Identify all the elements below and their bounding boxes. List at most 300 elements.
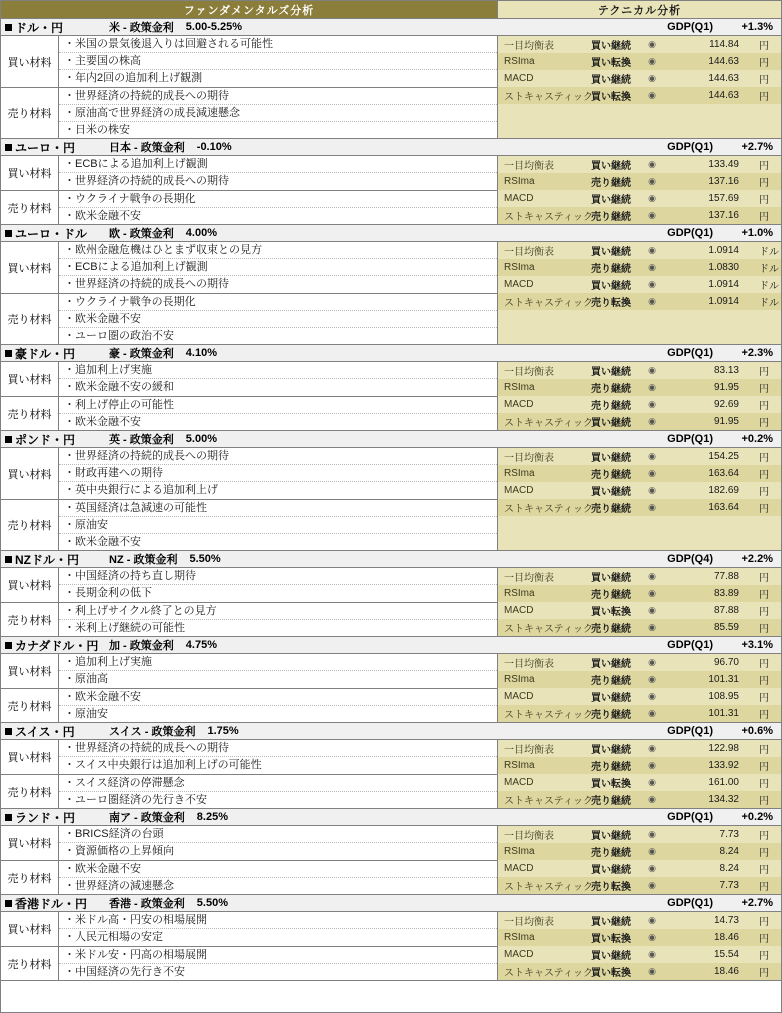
sell-bullet-list (59, 294, 497, 344)
pair-body (1, 654, 781, 722)
indicator-unit: 円 (759, 624, 769, 635)
technical-column (498, 740, 781, 808)
eye-icon[interactable]: ◉ (648, 56, 656, 66)
indicator-price: 144.63 (708, 56, 739, 67)
buy-bullet-list (59, 36, 497, 87)
pair-title-row[interactable] (1, 19, 781, 36)
eye-icon[interactable]: ◉ (648, 193, 656, 203)
pair-name-label: ポンド・円 (15, 432, 76, 447)
policy-rate-value: 5.50% (189, 553, 221, 565)
indicator-signal: 売り継続 (591, 212, 631, 223)
pair-name[interactable] (1, 723, 109, 740)
pair-title-row[interactable] (1, 431, 781, 448)
list-item: ・欧米金融不安 (64, 416, 141, 428)
eye-icon[interactable]: ◉ (648, 880, 656, 890)
indicator-signal: 買い継続 (591, 917, 631, 928)
list-item: ・年内2回の追加利上げ観測 (64, 72, 203, 84)
indicator-name: RSIma (504, 56, 535, 67)
eye-icon[interactable]: ◉ (648, 73, 656, 83)
policy-rate-value: -0.10% (196, 141, 232, 153)
list-item: ・ユーロ圏経済の先行き不安 (64, 794, 207, 806)
pair-name[interactable] (1, 139, 109, 156)
buy-factors-group (1, 362, 497, 396)
indicator-unit: 円 (759, 453, 769, 464)
table-row[interactable] (498, 688, 781, 705)
header-fundamental: ファンダメンタルズ分析 (1, 1, 498, 18)
gdp-label: GDP(Q1) (667, 725, 713, 737)
eye-icon[interactable]: ◉ (648, 416, 656, 426)
eye-icon[interactable]: ◉ (648, 451, 656, 461)
gdp-value: +2.2% (741, 553, 773, 565)
eye-icon[interactable]: ◉ (648, 279, 656, 289)
indicator-unit: 円 (759, 401, 769, 412)
indicator-name: MACD (504, 863, 534, 874)
indicator-price: 133.92 (708, 760, 739, 771)
pair-name-label: 豪ドル・円 (15, 346, 76, 361)
pair-body (1, 912, 781, 980)
indicator-name: MACD (504, 777, 534, 788)
eye-icon[interactable]: ◉ (648, 674, 656, 684)
indicator-signal: 買い継続 (591, 281, 631, 292)
buy-bullet-list (59, 448, 497, 499)
list-item: ・利上げ停止の可能性 (59, 397, 497, 414)
buy-bullet-list (59, 156, 497, 190)
indicator-name: 一目均衡表 (504, 161, 554, 172)
table-row[interactable] (498, 156, 781, 173)
pair-block (1, 19, 781, 139)
list-item: ・英国経済は急減速の可能性 (59, 500, 497, 517)
indicator-signal: 売り継続 (591, 264, 631, 275)
eye-icon[interactable]: ◉ (648, 846, 656, 856)
eye-icon[interactable]: ◉ (648, 949, 656, 959)
gdp-value: +0.2% (741, 811, 773, 823)
fundamental-column (1, 156, 498, 224)
pair-name[interactable] (1, 19, 109, 36)
policy-rate-label: 香港 - 政策金利 (109, 898, 185, 910)
pair-title-row[interactable] (1, 345, 781, 362)
indicator-signal: 買い転換 (591, 968, 631, 979)
sell-factors-group (1, 602, 497, 636)
indicator-price: 83.89 (713, 588, 739, 599)
indicator-signal: 売り継続 (591, 384, 631, 395)
table-row[interactable] (498, 963, 781, 980)
indicator-signal: 売り継続 (591, 710, 631, 721)
pair-name-label: ランド・円 (15, 810, 76, 825)
list-item: ・中国経済の先行き不安 (64, 966, 185, 978)
eye-icon[interactable]: ◉ (648, 296, 656, 306)
sell-label: 売り材料 (1, 603, 59, 636)
technical-column (498, 568, 781, 636)
gdp-value: +1.3% (741, 21, 773, 33)
bullet-square-icon (5, 24, 12, 31)
indicator-unit: 円 (759, 762, 769, 773)
gdp-value: +2.3% (741, 347, 773, 359)
policy-rate-label: 米 - 政策金利 (109, 22, 174, 34)
indicator-name: RSIma (504, 468, 535, 479)
sell-label: 売り材料 (1, 397, 59, 430)
indicator-price: 1.0914 (708, 279, 739, 290)
table-row[interactable] (498, 448, 781, 465)
pair-title-row[interactable] (1, 551, 781, 568)
indicator-signal: 買い継続 (591, 195, 631, 206)
table-row[interactable] (498, 671, 781, 688)
buy-bullet-list (59, 740, 497, 774)
list-item: ・ユーロ圏の政治不安 (64, 330, 174, 342)
sell-label: 売り材料 (1, 947, 59, 980)
pair-block (1, 723, 781, 809)
indicator-unit: 円 (759, 178, 769, 189)
pair-title-row[interactable] (1, 139, 781, 156)
indicator-unit: 円 (759, 195, 769, 206)
bullet-square-icon (5, 900, 12, 907)
buy-factors-group (1, 36, 497, 87)
table-row[interactable] (498, 843, 781, 860)
indicator-unit: 円 (759, 504, 769, 515)
indicator-name: MACD (504, 73, 534, 84)
table-row[interactable] (498, 619, 781, 636)
pair-block (1, 809, 781, 895)
gdp-label: GDP(Q1) (667, 811, 713, 823)
table-row[interactable] (498, 499, 781, 516)
table-row[interactable] (498, 946, 781, 963)
technical-column (498, 36, 781, 138)
indicator-name: RSIma (504, 176, 535, 187)
list-item: ・英中央銀行による追加利上げ (64, 484, 218, 496)
pairs-container (1, 19, 781, 981)
indicator-signal: 買い継続 (591, 573, 631, 584)
table-row[interactable] (498, 791, 781, 808)
indicator-name: RSIma (504, 588, 535, 599)
eye-icon[interactable]: ◉ (648, 829, 656, 839)
policy-rate-label: スイス - 政策金利 (109, 726, 196, 738)
table-row[interactable] (498, 705, 781, 722)
sell-factors-group (1, 499, 497, 550)
table-row[interactable] (498, 293, 781, 310)
indicator-price: 83.13 (713, 365, 739, 376)
eye-icon[interactable]: ◉ (648, 399, 656, 409)
indicator-unit: 円 (759, 865, 769, 876)
technical-column (498, 654, 781, 722)
table-row[interactable] (498, 860, 781, 877)
eye-icon[interactable]: ◉ (648, 605, 656, 615)
pair-title-row[interactable] (1, 225, 781, 242)
list-item: ・原油高で世界経済の成長減速懸念 (59, 105, 497, 122)
table-row[interactable] (498, 774, 781, 791)
table-row[interactable] (498, 740, 781, 757)
eye-icon[interactable]: ◉ (648, 932, 656, 942)
indicator-name: ストキャスティック (504, 796, 593, 807)
indicator-name: ストキャスティック (504, 504, 593, 515)
pair-name[interactable] (1, 551, 109, 568)
eye-icon[interactable]: ◉ (648, 210, 656, 220)
eye-icon[interactable]: ◉ (648, 863, 656, 873)
eye-icon[interactable]: ◉ (648, 502, 656, 512)
table-row[interactable] (498, 585, 781, 602)
pair-name[interactable] (1, 895, 109, 912)
indicator-name: 一目均衡表 (504, 917, 554, 928)
indicator-price: 101.31 (708, 708, 739, 719)
eye-icon[interactable]: ◉ (648, 39, 656, 49)
list-item: ・原油高 (64, 673, 108, 685)
fundamental-column (1, 36, 498, 138)
indicator-unit: 円 (759, 367, 769, 378)
indicator-price: 15.54 (713, 949, 739, 960)
eye-icon[interactable]: ◉ (648, 571, 656, 581)
indicator-signal: 売り継続 (591, 624, 631, 635)
gdp-value: +1.0% (741, 227, 773, 239)
eye-icon[interactable]: ◉ (648, 915, 656, 925)
buy-label: 買い材料 (1, 826, 59, 860)
pair-body (1, 448, 781, 550)
sell-label: 売り材料 (1, 88, 59, 138)
list-item: ・世界経済の持続的成長への期待 (59, 88, 497, 105)
indicator-price: 8.24 (719, 846, 739, 857)
fundamental-column (1, 912, 498, 980)
bullet-square-icon (5, 144, 12, 151)
fundamental-column (1, 448, 498, 550)
table-row[interactable] (498, 259, 781, 276)
sell-label: 売り材料 (1, 861, 59, 894)
indicator-price: 133.49 (708, 159, 739, 170)
list-item: ・欧州金融危機はひとまず収束との見方 (59, 242, 497, 259)
indicator-unit: 円 (759, 384, 769, 395)
eye-icon[interactable]: ◉ (648, 708, 656, 718)
buy-factors-group (1, 568, 497, 602)
eye-icon[interactable]: ◉ (648, 176, 656, 186)
list-item: ・世界経済の持続的成長への期待 (59, 448, 497, 465)
indicator-unit: 円 (759, 676, 769, 687)
indicator-signal: 買い転換 (591, 779, 631, 790)
pair-name[interactable] (1, 345, 109, 362)
pair-name[interactable] (1, 809, 109, 826)
indicator-price: 18.46 (713, 966, 739, 977)
sell-factors-group (1, 190, 497, 224)
indicator-unit: 円 (759, 968, 769, 979)
table-row[interactable] (498, 826, 781, 843)
indicator-name: ストキャスティック (504, 298, 593, 309)
indicator-signal: 買い継続 (591, 367, 631, 378)
pair-name[interactable] (1, 637, 109, 654)
table-row[interactable] (498, 87, 781, 104)
indicator-price: 144.63 (708, 73, 739, 84)
pair-body (1, 242, 781, 344)
table-row[interactable] (498, 173, 781, 190)
list-item: ・資源価格の上昇傾向 (64, 845, 174, 857)
indicator-signal: 売り継続 (591, 848, 631, 859)
table-row[interactable] (498, 568, 781, 585)
table-row[interactable] (498, 912, 781, 929)
indicator-signal: 買い転換 (591, 607, 631, 618)
policy-rate-value: 4.75% (185, 639, 217, 651)
indicator-price: 7.73 (719, 880, 739, 891)
buy-label: 買い材料 (1, 654, 59, 688)
pair-body (1, 568, 781, 636)
sell-bullet-list (59, 689, 497, 722)
table-row[interactable] (498, 757, 781, 774)
sell-factors-group (1, 87, 497, 138)
eye-icon[interactable]: ◉ (648, 468, 656, 478)
table-row[interactable] (498, 929, 781, 946)
buy-factors-group (1, 654, 497, 688)
table-row[interactable] (498, 396, 781, 413)
pair-title-row[interactable] (1, 809, 781, 826)
indicator-name: MACD (504, 949, 534, 960)
bullet-square-icon (5, 642, 12, 649)
table-row[interactable] (498, 362, 781, 379)
eye-icon[interactable]: ◉ (648, 245, 656, 255)
eye-icon[interactable]: ◉ (648, 966, 656, 976)
pair-block (1, 551, 781, 637)
policy-rate-label: 英 - 政策金利 (109, 434, 174, 446)
list-item: ・人民元相場の安定 (64, 931, 163, 943)
eye-icon[interactable]: ◉ (648, 159, 656, 169)
pair-body (1, 826, 781, 894)
sell-bullet-list (59, 947, 497, 980)
eye-icon[interactable]: ◉ (648, 622, 656, 632)
table-row[interactable] (498, 36, 781, 53)
indicator-name: 一目均衡表 (504, 367, 554, 378)
indicator-name: RSIma (504, 760, 535, 771)
gdp-label: GDP(Q1) (667, 21, 713, 33)
eye-icon[interactable]: ◉ (648, 485, 656, 495)
indicator-signal: 買い継続 (591, 247, 631, 258)
table-row[interactable] (498, 482, 781, 499)
table-row[interactable] (498, 276, 781, 293)
buy-label: 買い材料 (1, 912, 59, 946)
pair-name[interactable] (1, 431, 109, 448)
eye-icon[interactable]: ◉ (648, 777, 656, 787)
indicator-signal: 買い継続 (591, 418, 631, 429)
indicator-name: MACD (504, 691, 534, 702)
table-row[interactable] (498, 877, 781, 894)
pair-title-row[interactable] (1, 895, 781, 912)
policy-rate-label: 日本 - 政策金利 (109, 142, 185, 154)
buy-label: 買い材料 (1, 448, 59, 499)
indicator-price: 96.70 (713, 657, 739, 668)
technical-column (498, 826, 781, 894)
fundamental-column (1, 362, 498, 430)
technical-column (498, 912, 781, 980)
list-item: ・世界経済の持続的成長への期待 (64, 175, 229, 187)
buy-bullet-list (59, 654, 497, 688)
table-row[interactable] (498, 379, 781, 396)
bullet-square-icon (5, 350, 12, 357)
indicator-unit: ドル (759, 298, 779, 309)
indicator-unit: 円 (759, 41, 769, 52)
indicator-price: 154.25 (708, 451, 739, 462)
eye-icon[interactable]: ◉ (648, 760, 656, 770)
gdp-label: GDP(Q1) (667, 897, 713, 909)
eye-icon[interactable]: ◉ (648, 588, 656, 598)
eye-icon[interactable]: ◉ (648, 382, 656, 392)
indicator-name: ストキャスティック (504, 418, 593, 429)
table-row[interactable] (498, 242, 781, 259)
pair-title-row[interactable] (1, 637, 781, 654)
sell-label: 売り材料 (1, 191, 59, 224)
eye-icon[interactable]: ◉ (648, 262, 656, 272)
sell-bullet-list (59, 397, 497, 430)
pair-name[interactable] (1, 225, 109, 242)
eye-icon[interactable]: ◉ (648, 743, 656, 753)
eye-icon[interactable]: ◉ (648, 90, 656, 100)
table-row[interactable] (498, 207, 781, 224)
eye-icon[interactable]: ◉ (648, 794, 656, 804)
table-row[interactable] (498, 53, 781, 70)
list-item: ・原油安 (59, 517, 497, 534)
sell-bullet-list (59, 775, 497, 808)
indicator-unit: 円 (759, 693, 769, 704)
indicator-name: 一目均衡表 (504, 831, 554, 842)
gdp-value: +0.6% (741, 725, 773, 737)
gdp-value: +0.2% (741, 433, 773, 445)
indicator-signal: 売り継続 (591, 178, 631, 189)
gdp-label: GDP(Q1) (667, 227, 713, 239)
list-item: ・世界経済の持続的成長への期待 (64, 278, 229, 290)
list-item: ・長期金利の低下 (64, 587, 152, 599)
sell-label: 売り材料 (1, 775, 59, 808)
indicator-price: 91.95 (713, 382, 739, 393)
indicator-price: 114.84 (709, 39, 739, 50)
pair-title-row[interactable] (1, 723, 781, 740)
buy-label: 買い材料 (1, 156, 59, 190)
table-row[interactable] (498, 654, 781, 671)
indicator-unit: 円 (759, 161, 769, 172)
pair-name-label: カナダドル・円 (15, 638, 99, 653)
indicator-unit: 円 (759, 934, 769, 945)
sell-factors-group (1, 774, 497, 808)
list-item: ・欧米金融不安 (64, 536, 141, 548)
indicator-unit: 円 (759, 470, 769, 481)
indicator-signal: 買い継続 (591, 41, 631, 52)
pair-name-label: ドル・円 (15, 20, 64, 35)
indicator-name: ストキャスティック (504, 624, 593, 635)
indicator-unit: 円 (759, 75, 769, 86)
table-row[interactable] (498, 602, 781, 619)
table-row[interactable] (498, 70, 781, 87)
table-row[interactable] (498, 190, 781, 207)
table-row[interactable] (498, 465, 781, 482)
gdp-label: GDP(Q1) (667, 141, 713, 153)
indicator-unit: 円 (759, 659, 769, 670)
indicator-price: 1.0914 (708, 245, 739, 256)
sell-bullet-list (59, 603, 497, 636)
list-item: ・世界経済の持続的成長への期待 (59, 740, 497, 757)
indicator-name: RSIma (504, 382, 535, 393)
pair-body (1, 740, 781, 808)
bullet-square-icon (5, 728, 12, 735)
pair-body (1, 156, 781, 224)
pair-body (1, 362, 781, 430)
indicator-name: RSIma (504, 846, 535, 857)
table-row[interactable] (498, 413, 781, 430)
indicator-unit: 円 (759, 848, 769, 859)
indicator-signal: 売り継続 (591, 504, 631, 515)
indicator-price: 18.46 (713, 932, 739, 943)
list-item: ・欧米金融不安 (64, 210, 141, 222)
indicator-signal: 買い継続 (591, 453, 631, 464)
eye-icon[interactable]: ◉ (648, 365, 656, 375)
sell-factors-group (1, 688, 497, 722)
gdp-label: GDP(Q4) (667, 553, 713, 565)
indicator-signal: 買い継続 (591, 75, 631, 86)
sell-bullet-list (59, 861, 497, 894)
buy-factors-group (1, 740, 497, 774)
indicator-name: MACD (504, 193, 534, 204)
list-item: ・スイス経済の停滞懸念 (59, 775, 497, 792)
eye-icon[interactable]: ◉ (648, 657, 656, 667)
eye-icon[interactable]: ◉ (648, 691, 656, 701)
indicator-unit: 円 (759, 710, 769, 721)
